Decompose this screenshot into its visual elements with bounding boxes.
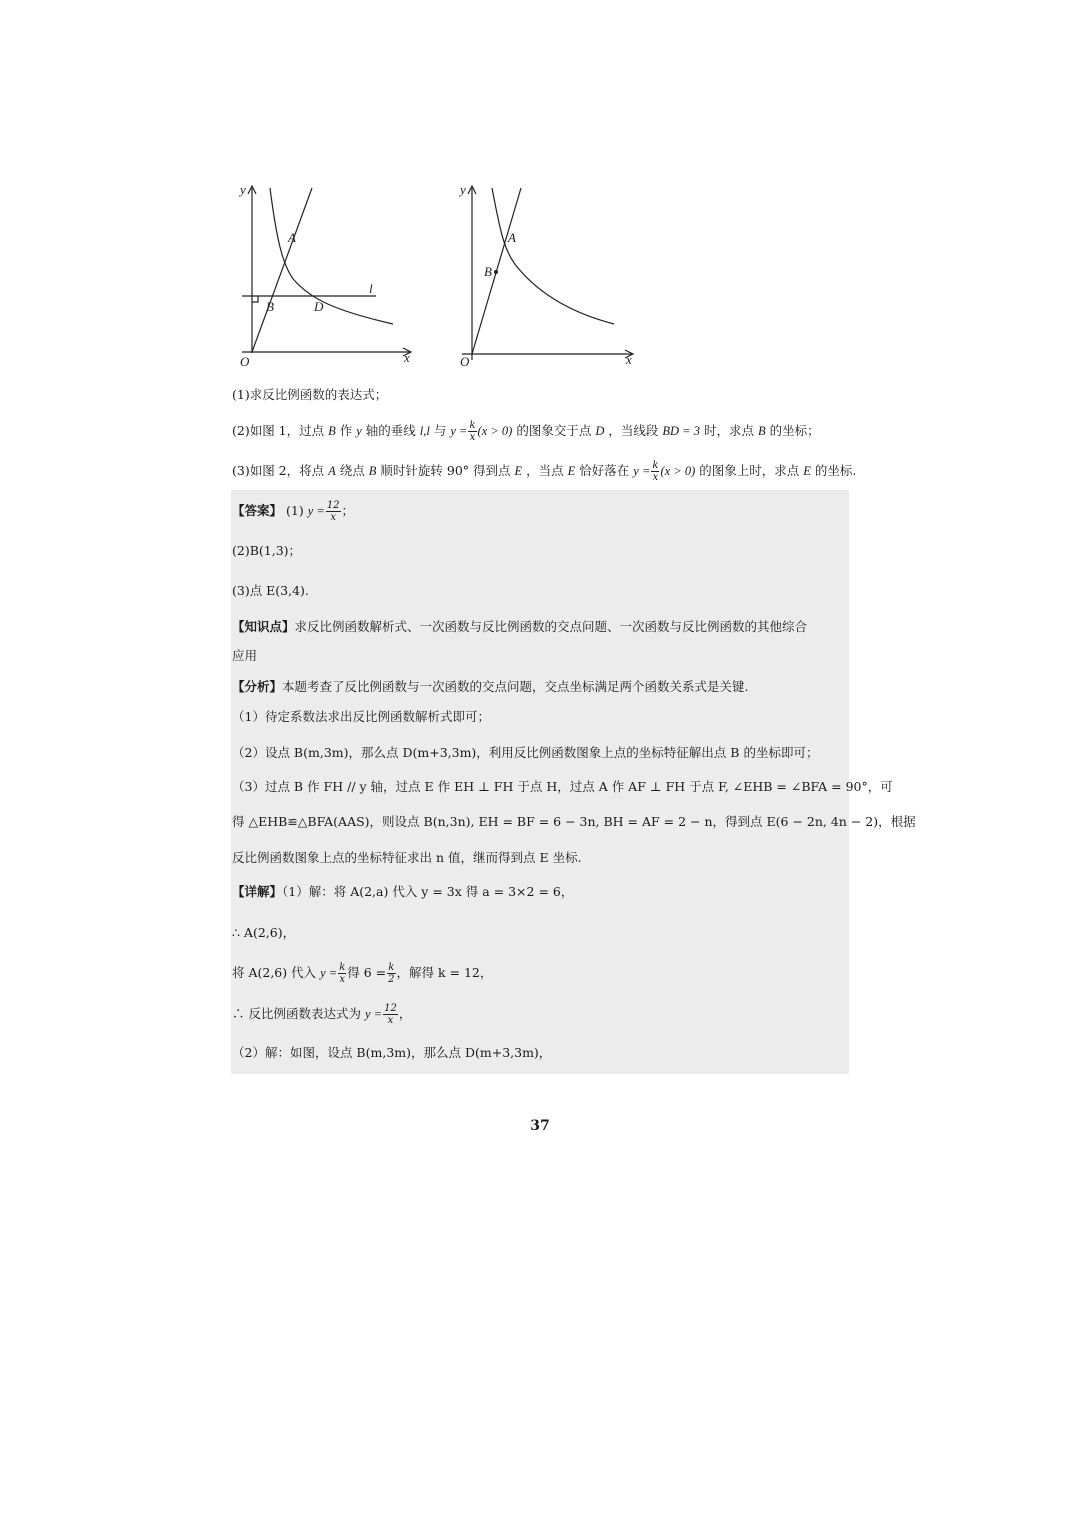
fig1-label-o: O <box>240 354 250 369</box>
q3-domain: (x > 0) <box>660 464 696 478</box>
detail-text: ∴ 反比例函数表达式为 <box>232 1006 361 1021</box>
answer-eq: y = <box>307 504 325 518</box>
answer-line-3: (3)点 E(3,4). <box>232 583 309 598</box>
detail-line-1 <box>232 883 573 901</box>
fig2-label-b: B <box>484 264 492 279</box>
analysis-line-1 <box>232 678 749 696</box>
q2-var: B <box>328 424 336 438</box>
figure-2 <box>448 180 648 374</box>
analysis-point-2: （2）设点 B(m,3m)，那么点 D(m+3,3m)，利用反比例函数图象上点的坐标特征解出点 B 的坐标即可； <box>232 745 819 760</box>
analysis-point-3b: 得 △EHB≌△BFA(AAS)，则设点 B(n,3n), EH = BF = 6 − 3n, BH = AF = 2 − n，得到点 E(6 − 2n, 4n − 2)，根据 <box>232 814 916 829</box>
page-number: 37 <box>530 1118 550 1134</box>
analysis-point-3a: （3）过点 B 作 FH // y 轴，过点 E 作 EH ⊥ FH 于点 H，过点 A 作 AF ⊥ FH 于点 F, ∠EHB = ∠BFA = 90°，可 <box>232 779 893 794</box>
analysis-tag: 【分析】 <box>232 679 283 694</box>
detail-line-2: ∴ A(2,6)， <box>232 925 296 940</box>
knowledge-text: 求反比例函数解析式、一次函数与反比例函数的交点问题、一次函数与反比例函数的其他综合 <box>294 619 808 634</box>
knowledge-line-2: 应用 <box>232 648 258 663</box>
q2-var: D <box>595 424 605 438</box>
q2-text: (2)如图 1，过点 <box>232 423 325 438</box>
hyperbola <box>270 188 393 324</box>
q3-text: (3)如图 2，将点 <box>232 463 325 478</box>
fig1-label-l: l <box>369 281 373 296</box>
hyperbola <box>492 188 614 324</box>
fraction-12-over-x: $\frac{12}{x}$ <box>384 1003 397 1026</box>
analysis-point-1: （1）待定系数法求出反比例函数解析式即可； <box>232 709 490 724</box>
analysis-point-3c: 反比例函数图象上点的坐标特征求出 n 值，继而得到点 E 坐标. <box>232 850 582 865</box>
q3-var: A <box>328 464 336 478</box>
q3-text: 顺时针旋转 <box>380 463 443 478</box>
q3-angle: 90° <box>446 463 470 478</box>
detail-line-5: （2）解：如图，设点 B(m,3m)，那么点 D(m+3,3m)， <box>232 1045 552 1060</box>
detail-text: （1）解：将 A(2,a) 代入 y = 3x 得 a = 3×2 = 6， <box>282 884 574 899</box>
q2-text: ，当线段 <box>608 423 659 438</box>
q2-var: l,l <box>419 424 430 438</box>
answer-line-1 <box>232 500 354 523</box>
detail-text: 得 6 = <box>347 965 387 980</box>
q2-text: 的坐标； <box>769 423 820 438</box>
q2-text: 时，求点 <box>703 423 754 438</box>
fig1-label-d: D <box>314 299 324 314</box>
answer-num: (1) <box>286 503 304 518</box>
figure-1 <box>228 180 428 374</box>
detail-eq: y = <box>320 966 338 980</box>
q2-text: 轴的垂线 <box>365 423 416 438</box>
fraction-12-over-x: $\frac{12}{x}$ <box>326 500 340 523</box>
answer-punct: ； <box>341 503 355 518</box>
question-3 <box>232 460 856 483</box>
answer-line-2: (2)B(1,3)； <box>232 543 302 558</box>
fig1-label-y: y <box>240 182 246 197</box>
q2-var: B <box>757 424 766 438</box>
detail-eq: y = <box>364 1007 383 1021</box>
fig1-label-b: B <box>266 299 274 314</box>
fraction-k-over-x: $\frac{k}{x}$ <box>652 460 659 483</box>
detail-line-4 <box>232 1003 411 1026</box>
fig1-label-a: A <box>288 230 296 245</box>
fig1-label-x: x <box>404 350 410 365</box>
detail-text: 将 A(2,6) 代入 <box>232 965 317 980</box>
q3-var: E <box>567 464 576 478</box>
q3-text: 的坐标. <box>814 463 857 478</box>
fraction-k-over-x: $\frac{k}{x}$ <box>469 420 476 443</box>
detail-tag: 【详解】 <box>232 884 283 899</box>
q2-text: 作 <box>339 423 353 438</box>
q3-text: 恰好落在 <box>579 463 630 478</box>
q3-text: 得到点 <box>473 463 511 478</box>
fig2-label-a: A <box>508 230 516 245</box>
detail-text: ，解得 k = 12， <box>396 965 493 980</box>
q2-text: 与 <box>433 423 447 438</box>
question-1: (1)求反比例函数的表达式； <box>232 387 388 402</box>
q3-var: B <box>368 464 377 478</box>
q2-eq: BD = 3 <box>662 424 700 438</box>
fig2-label-x: x <box>626 352 632 367</box>
detail-text: ， <box>398 1006 412 1021</box>
figure-2-graph <box>448 180 648 370</box>
q2-text: 的图象交于点 <box>516 423 592 438</box>
fraction-k-over-x: $\frac{k}{x}$ <box>339 962 346 985</box>
answer-tag: 【答案】 <box>232 503 283 518</box>
q2-eq: y = <box>450 424 468 438</box>
q3-text: 的图象上时，求点 <box>699 463 800 478</box>
q2-domain: (x > 0) <box>477 424 513 438</box>
fig2-label-y: y <box>460 182 466 197</box>
knowledge-tag: 【知识点】 <box>232 619 295 634</box>
q3-var: E <box>514 464 523 478</box>
figure-1-graph <box>228 180 428 370</box>
q2-var: y <box>356 424 362 438</box>
q3-text: 绕点 <box>339 463 365 478</box>
fig2-label-o: O <box>460 354 470 369</box>
line-y-3x <box>252 188 312 352</box>
right-angle-mark <box>252 296 258 302</box>
fraction-k-over-2: $\frac{k}{2}$ <box>388 962 395 985</box>
point-b-dot <box>494 270 498 274</box>
detail-line-3 <box>232 962 492 985</box>
knowledge-line-1 <box>232 618 807 636</box>
question-2 <box>232 420 820 443</box>
q3-var: E <box>803 464 811 478</box>
q3-text: ，当点 <box>526 463 564 478</box>
q3-eq: y = <box>633 464 651 478</box>
analysis-text: 本题考查了反比例函数与一次函数的交点问题，交点坐标满足两个函数关系式是关键. <box>282 679 749 694</box>
